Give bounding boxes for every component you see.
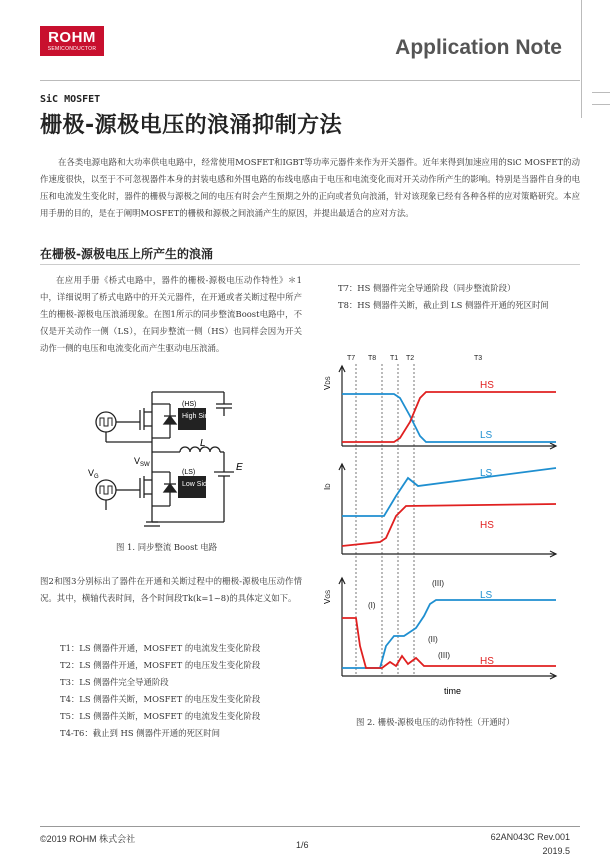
waveform-figure — [320, 346, 570, 706]
hs-label: (HS) — [182, 401, 197, 408]
list-item: T5：LS 侧器件关断，MOSFET 的电流发生变化阶段 — [60, 711, 261, 721]
hs-id-line — [342, 504, 556, 546]
phase-label: T3 — [474, 355, 483, 362]
doc-type-title: Application Note — [395, 36, 562, 59]
hs-label: HS — [480, 520, 494, 531]
vgs-axis-label: VGS — [323, 589, 332, 604]
body-paragraph: 在应用手册《桥式电路中，器件的栅极-源极电压动作特性》＊1中，详细说明了桥式电路中的开关元器件，在开通或者关断过程中所产生的栅极-源极电压浪涌现象。在图1所示的同步整流Boost电路中，不仅是开关动作一侧（LS），在同步整流一侧（HS）也同样会因为开关动作一侧的电压和电流变化而产生驱动电压浪涌。 — [40, 275, 302, 353]
right-list — [338, 280, 549, 314]
list-item: T4：LS 侧器件关断，MOSFET 的电压发生变化阶段 — [60, 694, 261, 704]
list-item: T1：LS 侧器件开通，MOSFET 的电流发生变化阶段 — [60, 643, 261, 653]
hs-vds-line — [342, 392, 556, 442]
page-number: 1/6 — [296, 840, 309, 850]
fig1-caption: 图 1. 同步整流 Boost 电路 — [116, 542, 218, 552]
section-heading: 在栅极-源极电压上所产生的浪涌 — [40, 247, 213, 261]
annotation-label: (III) — [432, 579, 444, 588]
list-item: T2：LS 侧器件开通，MOSFET 的电压发生变化阶段 — [60, 660, 261, 670]
hs-label: HS — [480, 380, 494, 391]
phase-label: T2 — [406, 355, 415, 362]
time-axis-label: time — [444, 686, 462, 696]
ls-box-label: Low Side — [182, 481, 211, 488]
phase-label: T7 — [347, 355, 356, 362]
phase-label: T8 — [368, 355, 377, 362]
ls-label: LS — [480, 468, 493, 479]
ls-label: (LS) — [182, 469, 196, 476]
vsw-label: $V_{SW}$ — [134, 456, 150, 468]
hs-label: HS — [480, 656, 494, 667]
hs-box-label: High Side — [182, 413, 213, 420]
list-item: T8：HS 侧器件关断，截止到 LS 侧器件开通的死区时间 — [338, 300, 549, 310]
page-title: 栅极-源极电压的浪涌抑制方法 — [40, 113, 343, 138]
footer-divider — [40, 826, 580, 827]
category-label: SiC MOSFET — [40, 94, 101, 105]
vg-label: $V_G$ — [88, 468, 99, 480]
vds-axis-label: VDS — [323, 376, 332, 390]
doc-number: 62AN043C Rev.001 — [490, 832, 570, 842]
list-item: T7：HS 侧器件完全导通阶段（同步整流阶段） — [338, 283, 516, 293]
copyright: ©2019 ROHM 株式会社 — [40, 834, 136, 844]
annotation-label: (I) — [368, 601, 376, 610]
doc-date: 2019.5 — [542, 846, 570, 856]
header-divider — [40, 80, 580, 81]
fig2-caption: 图 2. 栅极-源极电压的动作特性（开通时） — [356, 717, 515, 727]
boost-circuit-figure — [86, 380, 266, 530]
list-item: T3：LS 侧器件完全导通阶段 — [60, 677, 169, 687]
ls-id-line — [342, 468, 556, 516]
header-tick — [592, 92, 610, 93]
figure-description: 图2和图3分别标出了器件在开通和关断过程中的栅极-源极电压动作情况。其中，横轴代表时间，各个时间段Tk(k=1~8)的具体定义如下。 — [40, 576, 302, 603]
phase-label: T1 — [390, 355, 399, 362]
ls-label: LS — [480, 590, 493, 601]
id-axis-label: ID — [323, 483, 332, 490]
ls-label: LS — [480, 430, 493, 441]
source-label: E — [236, 462, 243, 473]
section-divider — [40, 264, 580, 265]
inductor-label: L — [200, 438, 206, 449]
intro-paragraph: 在各类电源电路和大功率供电电路中，经常使用MOSFET和IGBT等功率元器件来作为开关器件。近年来得到加速应用的SiC MOSFET的动作速度很快，以至于不可忽视器件本身的封装电感和外围电路的布线电感由于电压和电流变化而对开关动作所产生的影响。特别是当器件自身的电压和电流发生变化时，器件的栅极与源极之间的电压有时会产生预期之外的正向或者负向浪涌，针对该现象已经有各种各样的应对策略研究。本应用手册的目的，是在于阐明MOSFET的栅极和源极之间浪涌产生的原因，并提出最适合的应对方法。 — [40, 157, 580, 218]
phase-list — [60, 640, 260, 742]
ls-vds-line — [342, 394, 556, 442]
annotation-label: (II) — [428, 635, 438, 644]
annotation-label: (III) — [438, 651, 450, 660]
rohm-logo: ROHM SEMICONDUCTOR — [40, 26, 104, 56]
hs-vgs-line — [342, 618, 556, 668]
header-divider-vertical — [581, 0, 582, 118]
list-item: T4-T6：截止到 HS 侧器件开通的死区时间 — [60, 728, 220, 738]
header-tick — [592, 104, 610, 105]
